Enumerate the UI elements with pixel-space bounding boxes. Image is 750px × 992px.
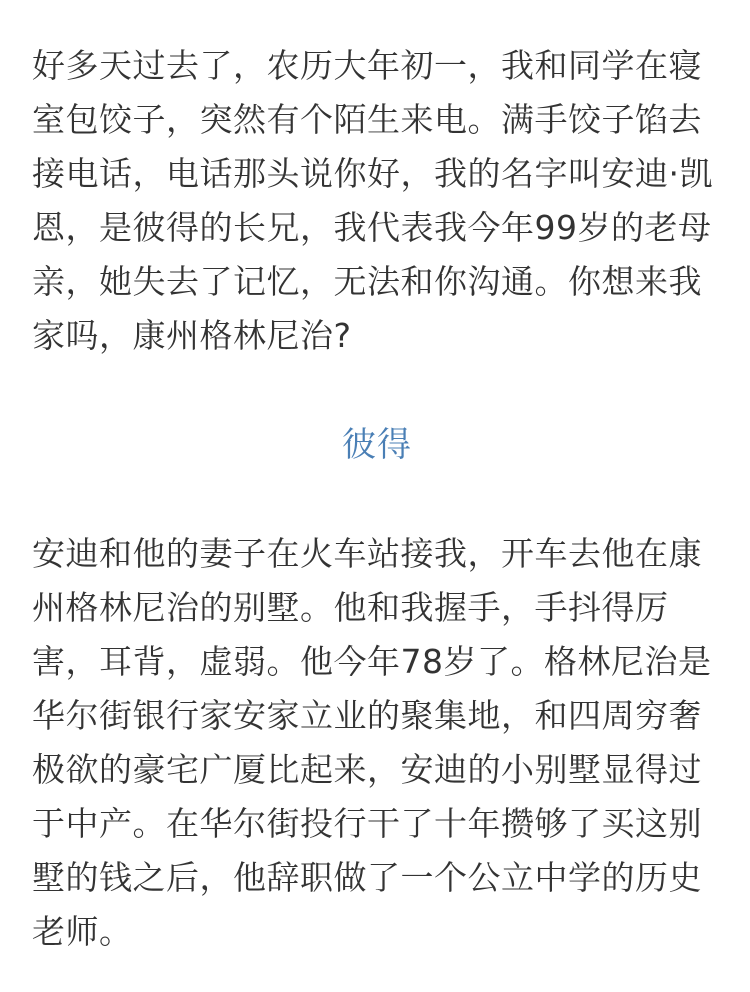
paragraph-line: 恩，是彼得的长兄，我代表我今年99岁的老母 xyxy=(32,208,712,247)
paragraph-line: 极欲的豪宅广厦比起来，安迪的小别墅显得过 xyxy=(32,750,702,789)
paragraph-line: 老师。 xyxy=(32,912,133,951)
paragraph-line: 室包饺子，突然有个陌生来电。满手饺子馅去 xyxy=(32,100,702,139)
paragraph-line: 亲，她失去了记忆，无法和你沟通。你想来我 xyxy=(32,262,702,301)
paragraph-line: 安迪和他的妻子在火车站接我，开车去他在康 xyxy=(32,534,702,573)
paragraph-line: 华尔街银行家安家立业的聚集地，和四周穷奢 xyxy=(32,696,702,735)
paragraph-line: 家吗，康州格林尼治? xyxy=(32,316,352,355)
paragraph-line: 接电话，电话那头说你好，我的名字叫安迪·凯 xyxy=(32,154,713,193)
paragraph-line: 于中产。在华尔街投行干了十年攒够了买这别 xyxy=(32,804,702,843)
paragraph-line: 害，耳背，虚弱。他今年78岁了。格林尼治是 xyxy=(32,642,712,681)
paragraph-line: 墅的钱之后，他辞职做了一个公立中学的历史 xyxy=(32,858,702,897)
paragraph-line: 好多天过去了，农历大年初一，我和同学在寝 xyxy=(32,46,702,85)
section-heading: 彼得 xyxy=(342,425,412,465)
paragraph-line: 州格林尼治的别墅。他和我握手，手抖得厉 xyxy=(32,588,669,627)
